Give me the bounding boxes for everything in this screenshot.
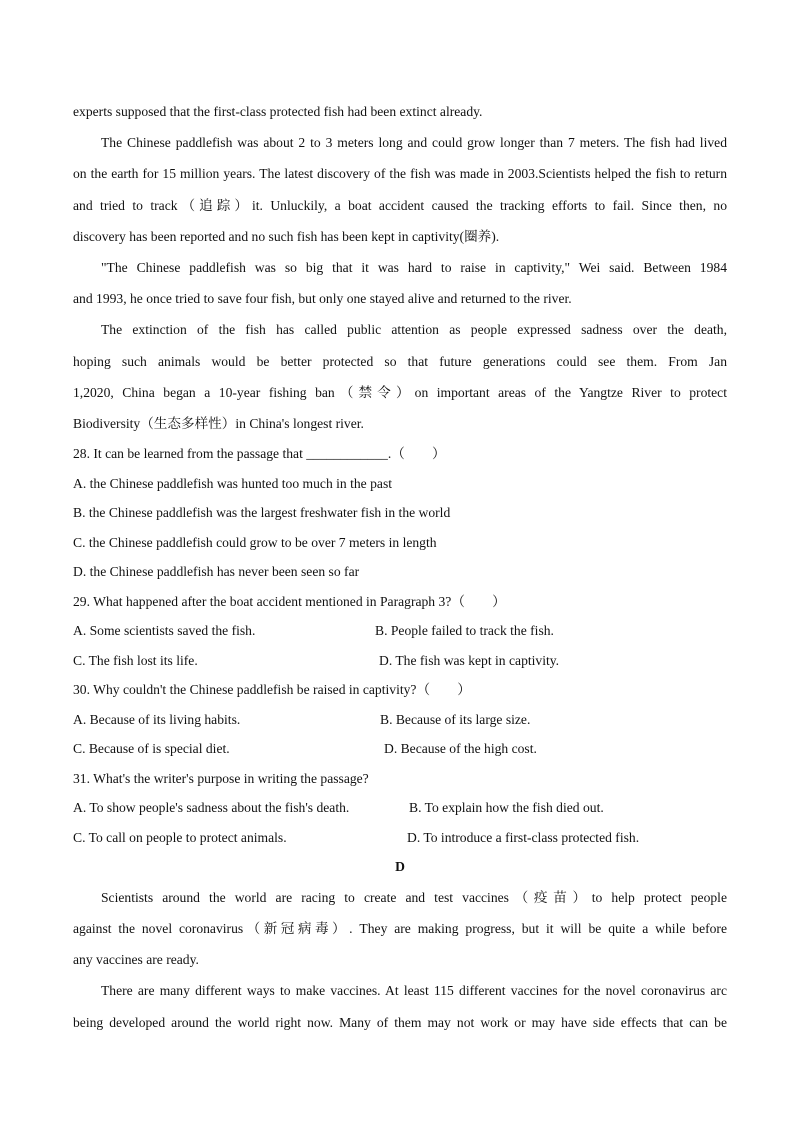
text-line: "The Chinese paddlefish was so big that it was hard to raise in captivity," Wei said. Between 1984 (101, 260, 727, 276)
option-b[interactable]: B. the Chinese paddlefish was the largest freshwater fish in the world (73, 505, 451, 521)
question-30 (73, 675, 727, 764)
paragraph-intro-tail (73, 96, 727, 127)
text-line: any vaccines are ready. (73, 952, 199, 968)
text-line: Biodiversity（生态多样性）in China's longest river. (73, 416, 364, 432)
option-a[interactable]: A. To show people's sadness about the fish's death. (73, 800, 350, 816)
option-b[interactable]: B. People failed to track the fish. (375, 623, 554, 639)
option-a[interactable]: A. the Chinese paddlefish was hunted too much in the past (73, 475, 393, 491)
option-c[interactable]: C. To call on people to protect animals. (73, 829, 287, 845)
text-line: on the earth for 15 million years. The latest discovery of the fish was made in 2003.Scientists helped the fish to return (73, 166, 727, 182)
option-a[interactable]: A. Because of its living habits. (73, 711, 241, 727)
text-line: and tried to track（追踪）it. Unluckily, a boat accident caused the tracking efforts to fail. Since then, no (73, 197, 727, 213)
option-b[interactable]: B. To explain how the fish died out. (409, 800, 604, 816)
document-page (73, 96, 727, 1038)
text-line: Scientists around the world are racing to create and test vaccines（疫苗）to help protect people (101, 889, 727, 905)
text-line: being developed around the world right now. Many of them may not work or may have side effects that can be (73, 1014, 727, 1030)
option-c[interactable]: C. The fish lost its life. (73, 652, 198, 668)
text-line: There are many different ways to make vaccines. At least 115 different vaccines for the novel coronavirus arc (101, 983, 727, 999)
text-line: and 1993, he once tried to save four fish, but only one stayed alive and returned to the river. (73, 291, 572, 307)
text-line: discovery has been reported and no such fish has been kept in captivity(圈养). (73, 228, 500, 244)
question-31 (73, 764, 727, 853)
text-line: hoping such animals would be better protected so that future generations could see them. From Jan (73, 353, 727, 369)
option-c[interactable]: C. Because of is special diet. (73, 741, 230, 757)
option-d[interactable]: D. Because of the high cost. (384, 741, 537, 757)
text-line: The Chinese paddlefish was about 2 to 3 meters long and could grow longer than 7 meters. The fish had lived (101, 135, 727, 151)
question-28 (73, 439, 727, 587)
section-heading-d: D (395, 859, 405, 875)
option-d[interactable]: D. The fish was kept in captivity. (379, 652, 560, 668)
paragraph-d2 (73, 975, 727, 1037)
text-line: The extinction of the fish has called public attention as people expressed sadness over the death, (101, 322, 727, 338)
question-stem: 31. What's the writer's purpose in writing the passage? (73, 770, 369, 786)
question-stem: 30. Why couldn't the Chinese paddlefish be raised in captivity?（ ） (73, 682, 471, 698)
paragraph-2 (73, 252, 727, 314)
text-line: experts supposed that the first-class protected fish had been extinct already. (73, 104, 483, 119)
text-line: 1,2020, China began a 10-year fishing ban（禁令）on important areas of the Yangtze River to protect (73, 384, 727, 400)
paragraph-d1 (73, 882, 727, 976)
option-b[interactable]: B. Because of its large size. (380, 711, 531, 727)
option-a[interactable]: A. Some scientists saved the fish. (73, 623, 256, 639)
question-stem: 28. It can be learned from the passage that ____________.（ ） (73, 446, 446, 462)
option-c[interactable]: C. the Chinese paddlefish could grow to be over 7 meters in length (73, 534, 437, 550)
question-29 (73, 587, 727, 676)
option-d[interactable]: D. To introduce a first-class protected fish. (407, 829, 640, 845)
paragraph-3 (73, 314, 727, 439)
option-d[interactable]: D. the Chinese paddlefish has never been seen so far (73, 564, 360, 580)
text-line: against the novel coronavirus（新冠病毒）. They are making progress, but it will be quite a while before (73, 920, 727, 936)
question-stem: 29. What happened after the boat accident mentioned in Paragraph 3?（ ） (73, 593, 506, 609)
paragraph-1 (73, 127, 727, 252)
